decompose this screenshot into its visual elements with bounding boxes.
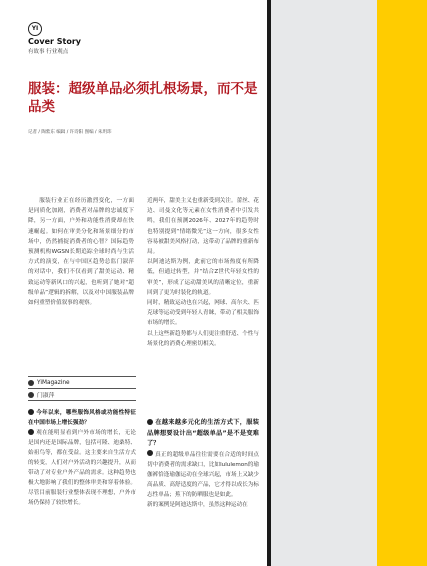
paragraph: 以阿迪达斯为例，此前它的市场热度有所降低，但通过转型，并“结合Z世代年轻女性的审美”，形成了运动甜美风的清晰定位，重新回到了更为时装化的轨道。 xyxy=(147,259,259,296)
question-bullet-icon xyxy=(28,409,34,415)
author-row xyxy=(28,377,136,388)
paragraph: 同时，精致运动也在兴起，网球、高尔夫、匹克球等运动受到年轻人青睐，带动了相关服饰市场的增长。 xyxy=(147,300,259,327)
qa-block-right xyxy=(147,418,259,510)
facing-page-panel xyxy=(271,0,377,566)
question xyxy=(147,418,259,450)
intro-column xyxy=(28,196,134,308)
article-credits: 记者 / 陶紫东 编辑 / 许诗阳 图编 / 朱玥玮 xyxy=(28,130,112,135)
qa-block-left xyxy=(28,408,136,508)
intro-paragraph: 服装行业正在经历激烈变化，一方面是同质化加剧，消费者对品牌的忠诚度下降，另一方面，户外和功能性消费却在快速崛起。如何在审美分化和场景细分的市场中，仍然捕捉消费者的心智？国际趋势预测机构WGSN长期追踪全球时尚与生活方式的演变，在与中国区趋势总监门淑萍的对话中，我们不仅看到了甜美运动、精致运动等新风口的兴起，也听到了她对“超级单品”逻辑的拆解，以及对中国服装品牌如何重塑价值叙事的观察。 xyxy=(28,198,134,307)
author-name: YiMagazine xyxy=(37,379,70,386)
section-title: Cover Story xyxy=(28,37,81,46)
accent-panel xyxy=(377,0,427,566)
author-row xyxy=(28,389,136,400)
section-badge: YI xyxy=(28,22,42,36)
paragraph: 近两年，甜美主义也重新受到关注。蕾丝、花边、司曼文化等元素在女性消费者中引发共鸣，我们在预测2026年、2027年的趋势时也特别提到“情绪微光”这一方向，很多女性容易被甜美风格打动，这带动了品牌的重新布局。 xyxy=(147,198,259,256)
question-text: 在越来越多元化的生活方式下，服装品牌想要设计出“超级单品”是不是变难了？ xyxy=(147,419,259,448)
answer xyxy=(147,450,259,500)
person-icon xyxy=(28,392,34,398)
magazine-icon xyxy=(28,380,34,386)
right-column xyxy=(147,196,259,349)
paragraph: 新的案例是阿迪达斯中，虽然这种运动在 xyxy=(147,501,248,508)
question-text: 今年以来，哪些服饰风格或功能性特征在中国市场上增长强劲？ xyxy=(28,410,136,426)
author-name: 门淑萍 xyxy=(37,393,55,399)
answer-bullet-icon xyxy=(28,429,34,435)
answer-bullet-icon xyxy=(147,450,153,456)
answer xyxy=(28,428,136,508)
answer-text: 观在能明显看到户外市场的增长，无论是国内还是国际品牌，包括可隆、迪桑特、始祖鸟等，都在受益。这主要来自生活方式的转变，人们对户外活动的兴趣提升，从而带动了对专业户外产品的需求。这种趋势也极大地影响了我们的整体审美和穿着体验。尽管目前服装行业整体表现不理想，户外市场仍保持了较快增长。 xyxy=(28,430,136,506)
question-bullet-icon xyxy=(147,419,153,425)
paragraph: 以上这些新趋势都与人们更注重舒适、个性与场景化的消费心理密切相关。 xyxy=(147,330,259,347)
divider xyxy=(28,400,136,401)
answer-text: 真正的超级单品往往需要在合适的时间点切中消费者的需求缺口，比如lululemon的瑜伽裤恰逢瑜伽运动在全球兴起，市场上又缺少高品质、高舒适度的产品，它才得以成长为标志性单品；蕉下的防晒服也是如此。 xyxy=(147,451,259,498)
article-headline: 服装：超级单品必须扎根场景，而不是品类 xyxy=(28,81,258,115)
author-list xyxy=(28,376,136,401)
question xyxy=(28,408,136,428)
section-subtitle: 有故事 行业观点 xyxy=(28,49,69,55)
